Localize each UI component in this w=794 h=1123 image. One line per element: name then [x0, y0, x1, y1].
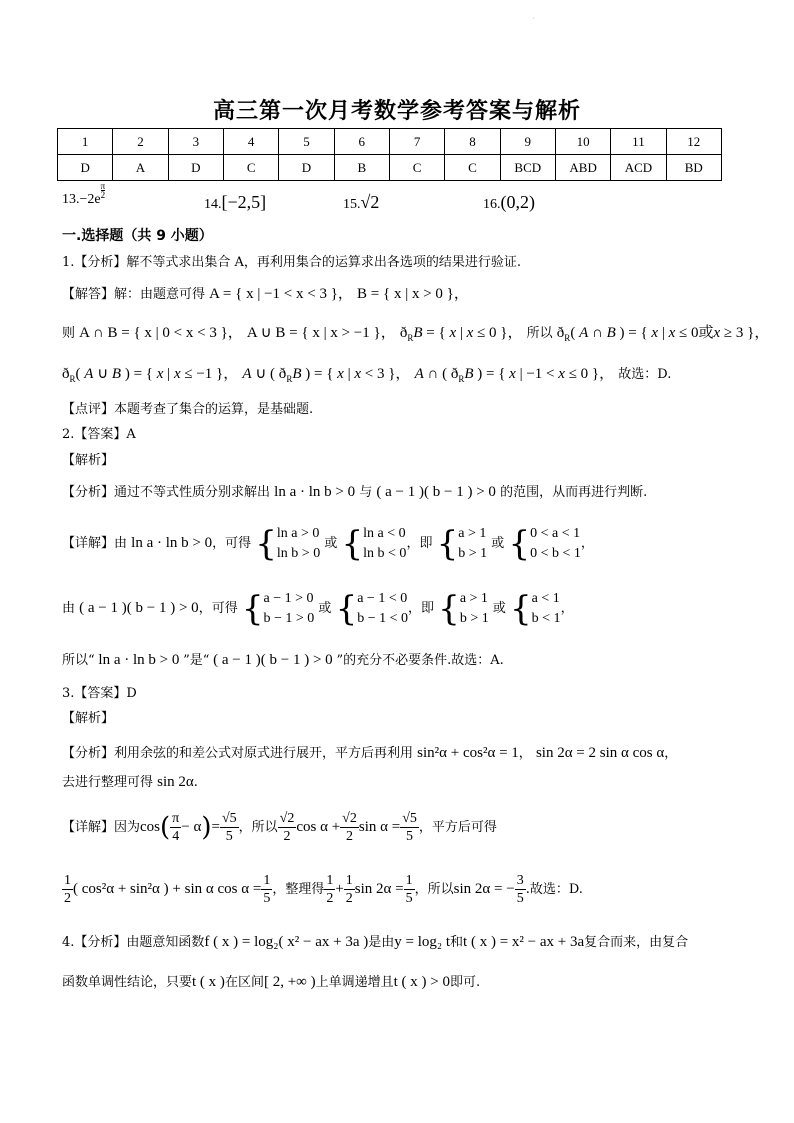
- brace-icon: {: [255, 523, 277, 564]
- fill-answer-16: [483, 192, 535, 213]
- frac-num: 1: [64, 873, 71, 888]
- frac-den: 5: [516, 891, 524, 906]
- q4-line-1: [62, 932, 754, 953]
- q3-frac-1-5b: [404, 872, 415, 907]
- page-title: 高三第一次月考数学参考答案与解析: [212, 99, 581, 124]
- answer-cell: ABD: [555, 155, 610, 181]
- q3-frac-pi-4: [170, 810, 181, 845]
- q3-frac-1-5: [261, 872, 272, 907]
- fill-answer-14: [204, 192, 266, 213]
- q4-suffix: 复合而来，由复合: [584, 935, 689, 950]
- brace-icon: {: [508, 523, 531, 564]
- q2-get: ，可得: [212, 536, 252, 551]
- q3-arrange: ，整理得: [272, 882, 325, 897]
- q3-frac-half-c: [344, 872, 355, 907]
- brace-icon: {: [335, 588, 358, 629]
- q1-union: A ∪ B = { x | x > −1 }，: [246, 325, 396, 341]
- q2-concl-mid: ”是“: [183, 653, 210, 668]
- q2-detail-prefix: 【详解】由: [62, 536, 128, 551]
- q3-cos-alpha: cos α +: [296, 819, 341, 835]
- sys-line: a > 1: [459, 590, 488, 606]
- answer-table: [57, 128, 722, 181]
- q2-expr2: ( a − 1 )( b − 1 ) > 0: [376, 484, 496, 500]
- q1-results-line-2: [62, 364, 754, 389]
- answer-table-number-row: [58, 129, 722, 155]
- q3-frac-sqrt5-5b: [400, 810, 419, 845]
- fill-13-exp-den: 2: [100, 190, 106, 200]
- q2-concl-expr2: ( a − 1 )( b − 1 ) > 0: [209, 652, 337, 668]
- q3-period: .: [193, 775, 198, 790]
- frac-den: 4: [172, 829, 180, 844]
- question-number-cell: 10: [555, 129, 610, 155]
- q3-plus: +: [335, 881, 344, 897]
- q1-comp-union: $ð_R$( A ∪ B ) = { x | x ≤ −1 }，: [62, 366, 239, 384]
- q3-after: ，平方后可得: [418, 820, 497, 835]
- q2-detail-line-1: [62, 523, 754, 564]
- q3-analysis-line-2: [62, 772, 754, 793]
- q3-jiexi: 【解析】: [62, 711, 115, 726]
- answer-cell: B: [334, 155, 389, 181]
- q1-set-b: B = { x | x > 0 }，: [357, 286, 469, 302]
- frac-num: 1: [345, 873, 353, 888]
- q3-target: sin 2α: [157, 774, 194, 790]
- q1-analysis: 1.【分析】解不等式求出集合 A，再利用集合的运算求出各选项的结果进行验证.: [62, 255, 522, 270]
- frac-den: 5: [263, 891, 271, 906]
- q2-detail-line-2: [62, 588, 754, 629]
- fill-13-exp-num: π: [100, 181, 106, 191]
- q3-square-term: ( cos²α + sin²α ) + sin α cos α =: [73, 881, 262, 897]
- question-number-cell: 4: [223, 129, 278, 155]
- question-number-cell: 9: [500, 129, 555, 155]
- brace-icon: {: [341, 523, 364, 564]
- q4-end: 即可.: [450, 975, 481, 990]
- frac-num: 1: [326, 873, 334, 888]
- frac-den: 5: [406, 829, 414, 844]
- frac-num: 3: [516, 873, 524, 888]
- frac-den: 5: [405, 891, 413, 906]
- frac-den: 2: [64, 891, 71, 906]
- fill-16-label: 16.: [483, 197, 501, 212]
- q1-results-line: [62, 323, 770, 348]
- q2-or: 或: [492, 601, 506, 616]
- q2-concl-suffix: ”的充分不必要条件.故选：A.: [336, 653, 504, 668]
- answer-cell: D: [58, 155, 113, 181]
- answer-cell: BCD: [500, 155, 555, 181]
- q3-sin2a-eq: sin 2α =: [354, 881, 404, 897]
- frac-den: 2: [326, 891, 334, 906]
- page-top-mark: ·: [532, 14, 535, 23]
- brace-icon: {: [510, 588, 532, 629]
- q3-sin-alpha-eq: sin α =: [358, 819, 401, 835]
- answer-cell: C: [223, 155, 278, 181]
- q2-or: 或: [491, 536, 505, 551]
- q1-solution-prefix: 【解答】解：由题意可得: [62, 287, 206, 302]
- frac-den: 2: [345, 891, 353, 906]
- fill-14-value: [−2,5]: [221, 192, 267, 212]
- q3-so: ，所以: [238, 820, 278, 835]
- q3-answer: 3.【答案】D: [62, 686, 137, 701]
- sys-line: a − 1 < 0: [357, 590, 408, 606]
- q2-concl-expr1: ln a · ln b > 0: [94, 652, 184, 668]
- q4-line-2: [62, 972, 754, 993]
- q3-frac-3-5: [515, 872, 526, 907]
- question-number-cell: 8: [445, 129, 500, 155]
- answer-cell: D: [168, 155, 223, 181]
- q1-intersect-comp: A ∩ ( $ð_RB$ ) = { x | −1 < x ≤ 0 }，: [414, 366, 615, 384]
- sys-line: b > 1: [459, 610, 489, 626]
- question-number-cell: 7: [389, 129, 444, 155]
- frac-num: 1: [405, 873, 413, 888]
- q1-comment: 【点评】本题考查了集合的运算，是基础题.: [62, 402, 314, 417]
- q3-detail-line-1: [62, 806, 754, 849]
- answer-cell: BD: [666, 155, 721, 181]
- question-number-cell: 5: [279, 129, 334, 155]
- q2-ie: ，即: [408, 601, 435, 616]
- frac-num: √2: [279, 811, 295, 826]
- q4-tpos: t ( x ) > 0: [393, 974, 450, 990]
- paren-icon: ): [201, 812, 212, 843]
- sys-line: b > 1: [458, 545, 488, 561]
- sys-line: b < 1: [531, 610, 561, 626]
- q2-system-6: [357, 589, 408, 629]
- sys-line: ln b > 0: [276, 545, 321, 561]
- fill-answer-13: [62, 181, 106, 209]
- q4-y: y = log₂ t: [394, 934, 451, 950]
- q1-choose: 故选：D.: [618, 367, 672, 382]
- q2-conclusion: [62, 650, 754, 671]
- q2-answer: 2.【答案】A: [62, 427, 136, 442]
- question-number-cell: 6: [334, 129, 389, 155]
- q4-f: f ( x ) = log₂( x² − ax + 3a ): [204, 934, 369, 950]
- question-number-cell: 11: [611, 129, 666, 155]
- fill-13-base: −2e: [79, 192, 101, 207]
- q3-frac-sqrt2-2b: [340, 810, 359, 845]
- q4-prefix: 4.【分析】由题意知函数: [62, 935, 205, 950]
- frac-num: 1: [263, 873, 271, 888]
- sys-line: 0 < a < 1: [530, 525, 581, 541]
- q3-analysis: 【分析】利用余弦的和差公式对原式进行展开，平方后再利用 sin²α + cos²α = 1， sin 2α = 2 sin α cos α，: [62, 745, 678, 761]
- frac-num: π: [172, 811, 180, 826]
- q4-in: 在区间: [224, 975, 264, 990]
- question-number-cell: 1: [58, 129, 113, 155]
- brace-icon: {: [438, 588, 460, 629]
- q4-tx: t ( x ): [192, 974, 225, 990]
- fill-14-label: 14.: [204, 197, 222, 212]
- q2-system-5: [263, 589, 314, 629]
- fill-13-label: 13.: [62, 192, 80, 207]
- q3-frac-half: [62, 872, 73, 907]
- fill-13-exponent: [101, 182, 106, 199]
- question-number-cell: 2: [113, 129, 168, 155]
- q2-from: 由: [62, 601, 76, 616]
- q2-or: 或: [324, 536, 338, 551]
- q4-interval: [ 2, +∞ ): [263, 974, 316, 990]
- q2-system-8: [532, 589, 561, 629]
- q2-from-expr: ( a − 1 )( b − 1 ) > 0: [79, 600, 199, 616]
- sys-line: b − 1 < 0: [357, 610, 409, 626]
- q1-comp-intersect: $ð_R$( A ∩ B ) = { x | x ≤ 0或x ≥ 3 }，: [556, 325, 770, 343]
- q4-and: 和: [450, 935, 464, 950]
- frac-num: √5: [221, 811, 237, 826]
- q4-line2-prefix: 函数单调性结论，只要: [62, 975, 193, 990]
- q2-analysis-prefix: 【分析】通过不等式性质分别求解出: [62, 485, 271, 500]
- question-number-cell: 12: [666, 129, 721, 155]
- q3-eq: =: [211, 819, 220, 835]
- q1-so: 所以: [526, 326, 553, 341]
- answer-cell: D: [279, 155, 334, 181]
- q3-identity1: sin²α + cos²α = 1: [417, 745, 519, 761]
- q2-ie: ，即: [406, 536, 433, 551]
- q3-analysis-prefix: 【分析】利用余弦的和差公式对原式进行展开，平方后再利用: [62, 746, 414, 761]
- answer-table-answer-row: [58, 155, 722, 181]
- answer-cell: A: [113, 155, 168, 181]
- q4-incr: 上单调递增且: [315, 975, 394, 990]
- answer-cell: C: [389, 155, 444, 181]
- q2-expr1: ln a · ln b > 0: [274, 484, 356, 500]
- sys-line: a − 1 > 0: [263, 590, 314, 606]
- q4-t: t ( x ) = x² − ax + 3a: [463, 934, 585, 950]
- q3-minus-alpha: − α: [181, 819, 202, 835]
- frac-den: 5: [225, 829, 233, 844]
- q2-or: 或: [318, 601, 332, 616]
- fill-16-value: (0,2): [500, 192, 535, 212]
- q4-mid: 是由: [368, 935, 395, 950]
- sys-line: a < 1: [531, 590, 560, 606]
- question-number-cell: 3: [168, 129, 223, 155]
- q2-detail-expr: ln a · ln b > 0: [131, 535, 213, 551]
- q2-and: 与: [359, 485, 373, 500]
- q1-solution-line: [62, 284, 754, 305]
- q2-system-3: [458, 524, 487, 564]
- fill-answer-15: [343, 192, 379, 213]
- q2-jiexi: 【解析】: [62, 453, 115, 468]
- q2-system-4: [530, 524, 581, 564]
- section-heading: 一.选择题（共 9 小题）: [62, 228, 213, 244]
- q2-system-1: [277, 524, 320, 564]
- q2-analysis-suffix: 的范围，从而再进行判断.: [500, 485, 648, 500]
- answer-cell: ACD: [611, 155, 666, 181]
- sys-line: ln a > 0: [276, 525, 320, 541]
- sys-line: 0 < b < 1: [530, 545, 581, 561]
- sys-line: a > 1: [458, 525, 487, 541]
- q3-frac-half-b: [324, 872, 335, 907]
- q3-identity2: sin 2α = 2 sin α cos α: [535, 745, 665, 761]
- brace-icon: {: [241, 588, 264, 629]
- q3-analysis-line2: 去进行整理可得: [62, 775, 154, 790]
- frac-den: 2: [283, 829, 291, 844]
- q3-frac-sqrt5-5: [220, 810, 239, 845]
- q2-system-2: [363, 524, 406, 564]
- q2-comma: ，: [580, 536, 594, 551]
- frac-num: √2: [342, 811, 357, 826]
- q1-intersect: A ∩ B = { x | 0 < x < 3 }，: [79, 325, 243, 341]
- q3-detail-line-2: [62, 868, 754, 911]
- q3-so2: ，所以: [414, 882, 454, 897]
- q3-sin2a-eq2: sin 2α = −: [453, 881, 515, 897]
- q2-system-7: [460, 589, 489, 629]
- q2-analysis: [62, 482, 754, 503]
- sys-line: ln b < 0: [363, 545, 407, 561]
- q3-cos: cos: [140, 819, 161, 835]
- q3-choose: .故选：D.: [525, 882, 583, 897]
- q2-comma: ，: [560, 601, 574, 616]
- fill-15-value: √2: [360, 192, 380, 212]
- q2-get: ，可得: [198, 601, 238, 616]
- answer-cell: C: [445, 155, 500, 181]
- q1-comp-b: $ð_RB$ = { x | x ≤ 0 }，: [399, 325, 523, 343]
- fill-15-label: 15.: [343, 197, 361, 212]
- q1-set-a: A = { x | −1 < x < 3 }，: [209, 286, 353, 302]
- sys-line: b − 1 > 0: [263, 610, 315, 626]
- q1-union-comp: A ∪ ( $ð_RB$ ) = { x | x < 3 }，: [242, 366, 411, 384]
- q1-then: 则: [62, 326, 76, 341]
- q3-detail-prefix: 【详解】因为: [62, 820, 141, 835]
- frac-num: √5: [402, 811, 417, 826]
- frac-den: 2: [346, 829, 354, 844]
- paren-icon: (: [160, 812, 171, 843]
- q3-frac-sqrt2-2a: [278, 810, 297, 845]
- brace-icon: {: [436, 523, 459, 564]
- q2-concl-prefix: 所以“: [62, 653, 95, 668]
- sys-line: ln a < 0: [363, 525, 406, 541]
